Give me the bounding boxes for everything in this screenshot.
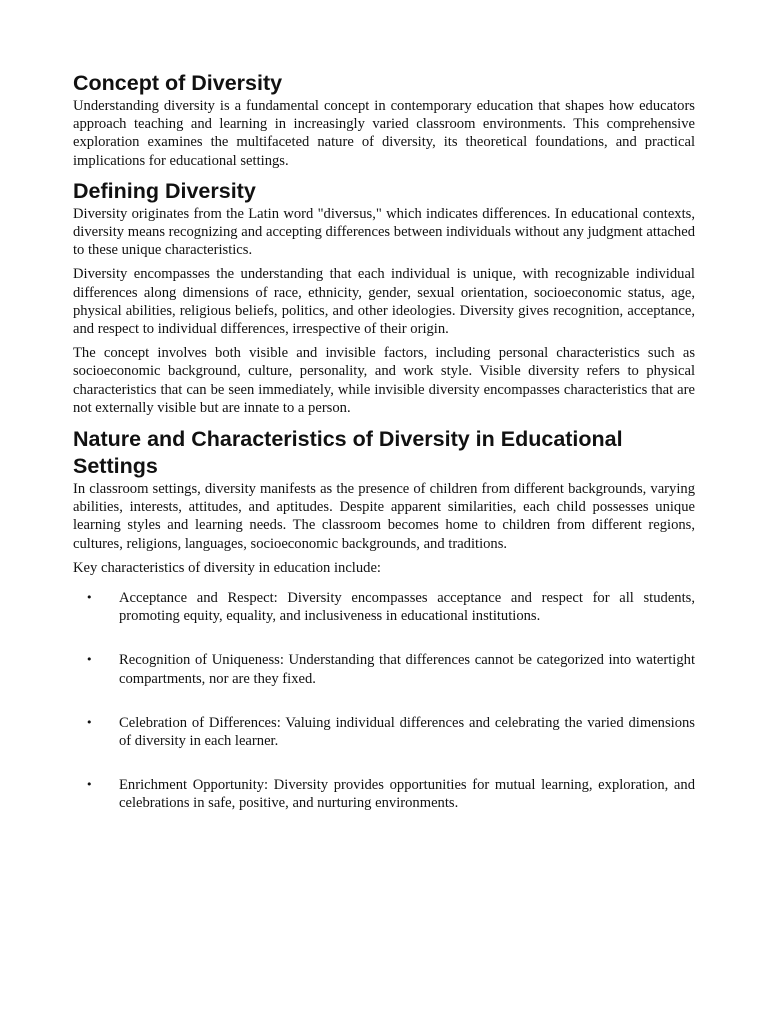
- characteristics-list: [73, 589, 695, 813]
- bullet-icon: •: [86, 591, 93, 605]
- bullet-icon: •: [86, 715, 93, 729]
- list-item: [73, 651, 695, 687]
- page-title: Concept of Diversity: [73, 71, 283, 95]
- body-paragraph: The concept involves both visible and invisible factors, including personal characteristics such as socioeconomic background, culture, personality, and work style. Visible diversity refers to physical characteristics that can be seen immediately, while invisible diversity encompasses characteristics that are not externally visible but are innate to a person.: [73, 345, 695, 416]
- body-paragraph: In classroom settings, diversity manifests as the presence of children from different backgrounds, varying abilities, interests, attitudes, and aptitudes. Despite apparent similarities, each child possesses unique learning styles and learning needs. The classroom becomes home to children from different regions, cultures, religions, languages, socioeconomic backgrounds, and traditions.: [73, 481, 695, 552]
- list-item-text: Enrichment Opportunity: Diversity provides opportunities for mutual learning, exploration, and celebrations in safe, positive, and nurturing environments.: [119, 777, 695, 812]
- body-paragraph: Diversity encompasses the understanding that each individual is unique, with recognizable individual differences along dimensions of race, ethnicity, gender, sexual orientation, socioeconomic status, age, physical abilities, religious beliefs, politics, and other ideologies. Diversity gives recognition, acceptance, and respect to individual differences, irrespective of their origin.: [73, 266, 695, 338]
- section-heading-nature-characteristics: Nature and Characteristics of Diversity in Educational Settings: [73, 427, 623, 479]
- list-intro: Key characteristics of diversity in education include:: [73, 559, 381, 576]
- list-item-text: Recognition of Uniqueness: Understanding that differences cannot be categorized into watertight compartments, nor are they fixed.: [119, 652, 695, 687]
- list-item-text: Acceptance and Respect: Diversity encompasses acceptance and respect for all students, promoting equity, equality, and inclusiveness in educational institutions.: [119, 590, 695, 625]
- document-page: [73, 70, 695, 839]
- section-heading-defining-diversity: Defining Diversity: [73, 178, 256, 203]
- body-paragraph: Diversity originates from the Latin word "diversus," which indicates differences. In educational contexts, diversity means recognizing and accepting differences between individuals without any judgment attached to these unique characteristics.: [73, 205, 695, 259]
- bullet-icon: •: [86, 778, 93, 792]
- list-item: [73, 776, 695, 812]
- intro-paragraph: Understanding diversity is a fundamental concept in contemporary education that shapes how educators approach teaching and learning in increasingly varied classroom environments. This comprehensive exploration examines the multifaceted nature of diversity, its theoretical foundations, and practical implications for educational settings.: [73, 98, 695, 169]
- list-item-text: Celebration of Differences: Valuing individual differences and celebrating the varied dimensions of diversity in each learner.: [119, 714, 695, 750]
- list-item: [73, 589, 695, 625]
- list-item: [73, 714, 695, 750]
- bullet-icon: •: [86, 653, 93, 667]
